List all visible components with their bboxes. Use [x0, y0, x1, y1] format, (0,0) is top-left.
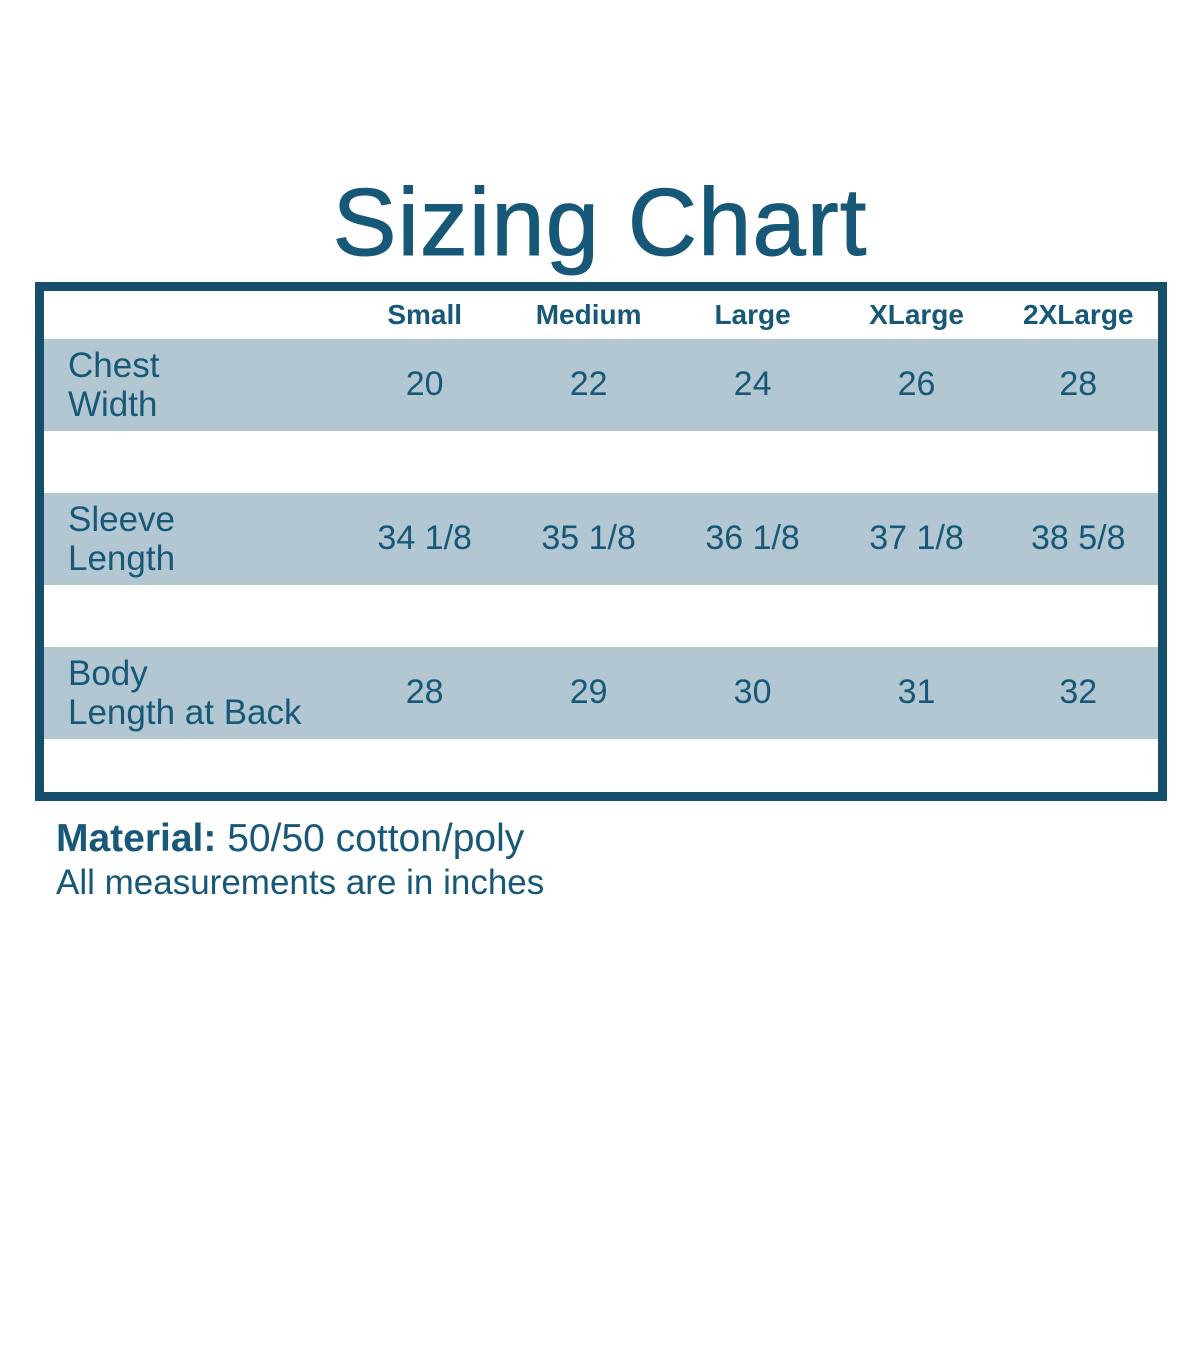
body-length-small: 28 [405, 673, 444, 711]
material-value: 50/50 cotton/poly [227, 817, 525, 860]
body-length-xlarge: 31 [897, 673, 936, 711]
body-length-large: 30 [733, 673, 772, 711]
sleeve-length-large: 36 1/8 [705, 519, 800, 557]
chest-width-2xlarge: 28 [1059, 365, 1098, 403]
sleeve-length-2xlarge: 38 5/8 [1030, 519, 1126, 557]
size-header-2xlarge: 2XLarge [1023, 298, 1134, 330]
sizing-table [35, 282, 1167, 801]
page-title: Sizing Chart [332, 169, 868, 276]
row-label-chest-width: Chest Width [68, 345, 160, 424]
spacer-row [40, 431, 1163, 493]
row-label-body-length: Body Length at Back [68, 653, 302, 732]
sizing-chart-page [0, 170, 1200, 903]
sleeve-length-small: 34 1/8 [377, 519, 472, 557]
material-note [56, 817, 1200, 861]
spacer-row [40, 739, 1163, 797]
sleeve-length-xlarge: 37 1/8 [869, 519, 964, 557]
measurements-note: All measurements are in inches [56, 863, 545, 902]
chest-width-large: 24 [733, 365, 772, 403]
sleeve-length-medium: 35 1/8 [541, 519, 636, 557]
table-row-body-length [40, 647, 1163, 739]
table-row-sleeve-length [40, 493, 1163, 585]
size-header-small: Small [387, 298, 463, 330]
corner-cell [40, 287, 343, 339]
row-label-sleeve-length: Sleeve Length [68, 499, 176, 578]
body-length-medium: 29 [569, 673, 608, 711]
body-length-2xlarge: 32 [1059, 673, 1098, 711]
spacer-row [40, 585, 1163, 647]
size-header-xlarge: XLarge [869, 298, 964, 330]
material-label: Material: [56, 817, 217, 860]
size-header-medium: Medium [535, 298, 642, 330]
size-header-row [40, 287, 1163, 339]
chest-width-small: 20 [405, 365, 444, 403]
table-row-chest-width [40, 339, 1163, 431]
size-header-large: Large [714, 298, 791, 330]
chest-width-medium: 22 [569, 365, 608, 403]
chest-width-xlarge: 26 [897, 365, 936, 403]
